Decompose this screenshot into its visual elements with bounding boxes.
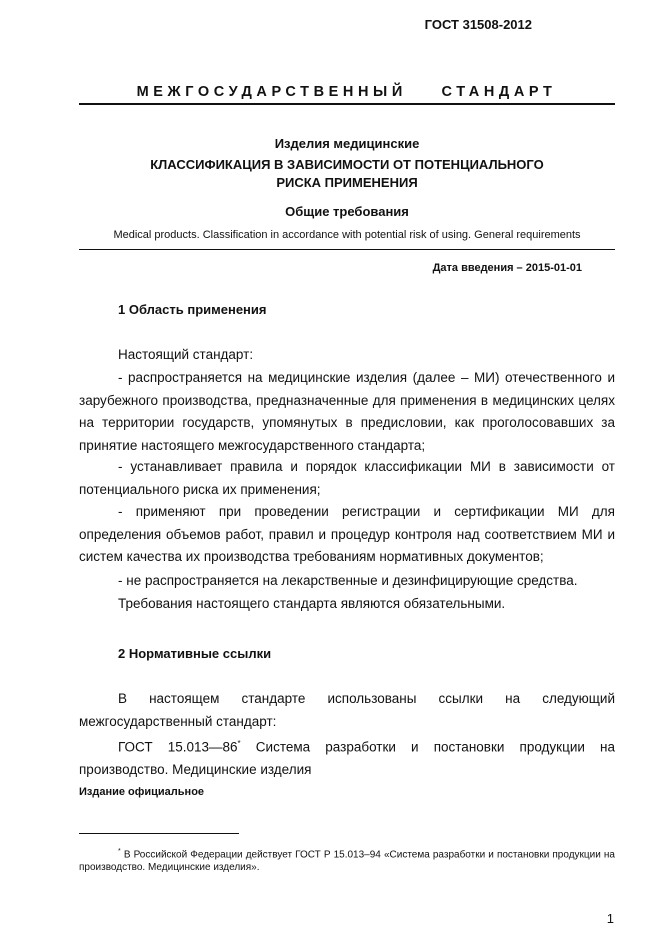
header-rule xyxy=(79,249,615,250)
scope-item: - распространяется на медицинские изделия (далее – МИ) отечественного и зарубежного производства, предназначенные для применения в медицинских целях на территории государств, упомянутых в предисловии, как проголосовавших за принятие настоящего межгосударственного стандарта; xyxy=(79,370,615,453)
section-heading-references: 2 Нормативные ссылки xyxy=(118,646,272,661)
section-heading-scope: 1 Область применения xyxy=(118,302,267,317)
general-requirements: Общие требования xyxy=(285,204,409,219)
scope-requirement: Требования настоящего стандарта являются обязательными. xyxy=(118,596,506,611)
footnote-rule xyxy=(79,833,239,834)
scope-item: - устанавливает правила и порядок классификации МИ в зависимости от потенциального риска их применения; xyxy=(79,459,615,497)
footnote-marker: * xyxy=(118,848,121,855)
reference-code: ГОСТ 15.013—86 xyxy=(118,739,238,755)
references-paragraph: В настоящем стандарте использованы ссылки на следующий межгосударственный стандарт: xyxy=(79,691,615,729)
english-title: Medical products. Classification in accordance with potential risk of using. General requirements xyxy=(113,229,581,241)
footnote-mark: * xyxy=(237,739,241,748)
main-title: МЕЖГОСУДАРСТВЕННЫЙ СТАНДАРТ xyxy=(136,84,557,100)
title-rule xyxy=(79,103,615,105)
document-title-line-2: РИСКА ПРИМЕНЕНИЯ xyxy=(276,175,418,190)
document-title-line-1: КЛАССИФИКАЦИЯ В ЗАВИСИМОСТИ ОТ ПОТЕНЦИАЛЬНОГО xyxy=(150,157,544,172)
introduction-date: Дата введения – 2015-01-01 xyxy=(432,262,582,274)
reference-entry xyxy=(79,733,615,782)
document-subtitle: Изделия медицинские xyxy=(274,136,420,151)
reference-text: Система разработки и постановки продукции на производство. Медицинские изделия xyxy=(79,739,615,777)
scope-item: - не распространяется на лекарственные и дезинфицирующие средства. xyxy=(118,573,578,588)
footnote xyxy=(79,845,615,874)
official-edition-label: Издание официальное xyxy=(79,786,205,798)
scope-intro: Настоящий стандарт: xyxy=(118,347,254,362)
scope-item: - применяют при проведении регистрации и сертификации МИ для определения объемов работ, правил и процедур контроля над соответствием МИ и систем качества их производства требованиям нормативных документов; xyxy=(79,504,615,564)
footnote-text: В Российской Федерации действует ГОСТ Р 15.013–94 «Система разработки и постановки продукции на производство. Медицинские изделия». xyxy=(79,849,615,874)
standard-number: ГОСТ 31508-2012 xyxy=(424,17,532,32)
page-number: 1 xyxy=(606,911,614,926)
